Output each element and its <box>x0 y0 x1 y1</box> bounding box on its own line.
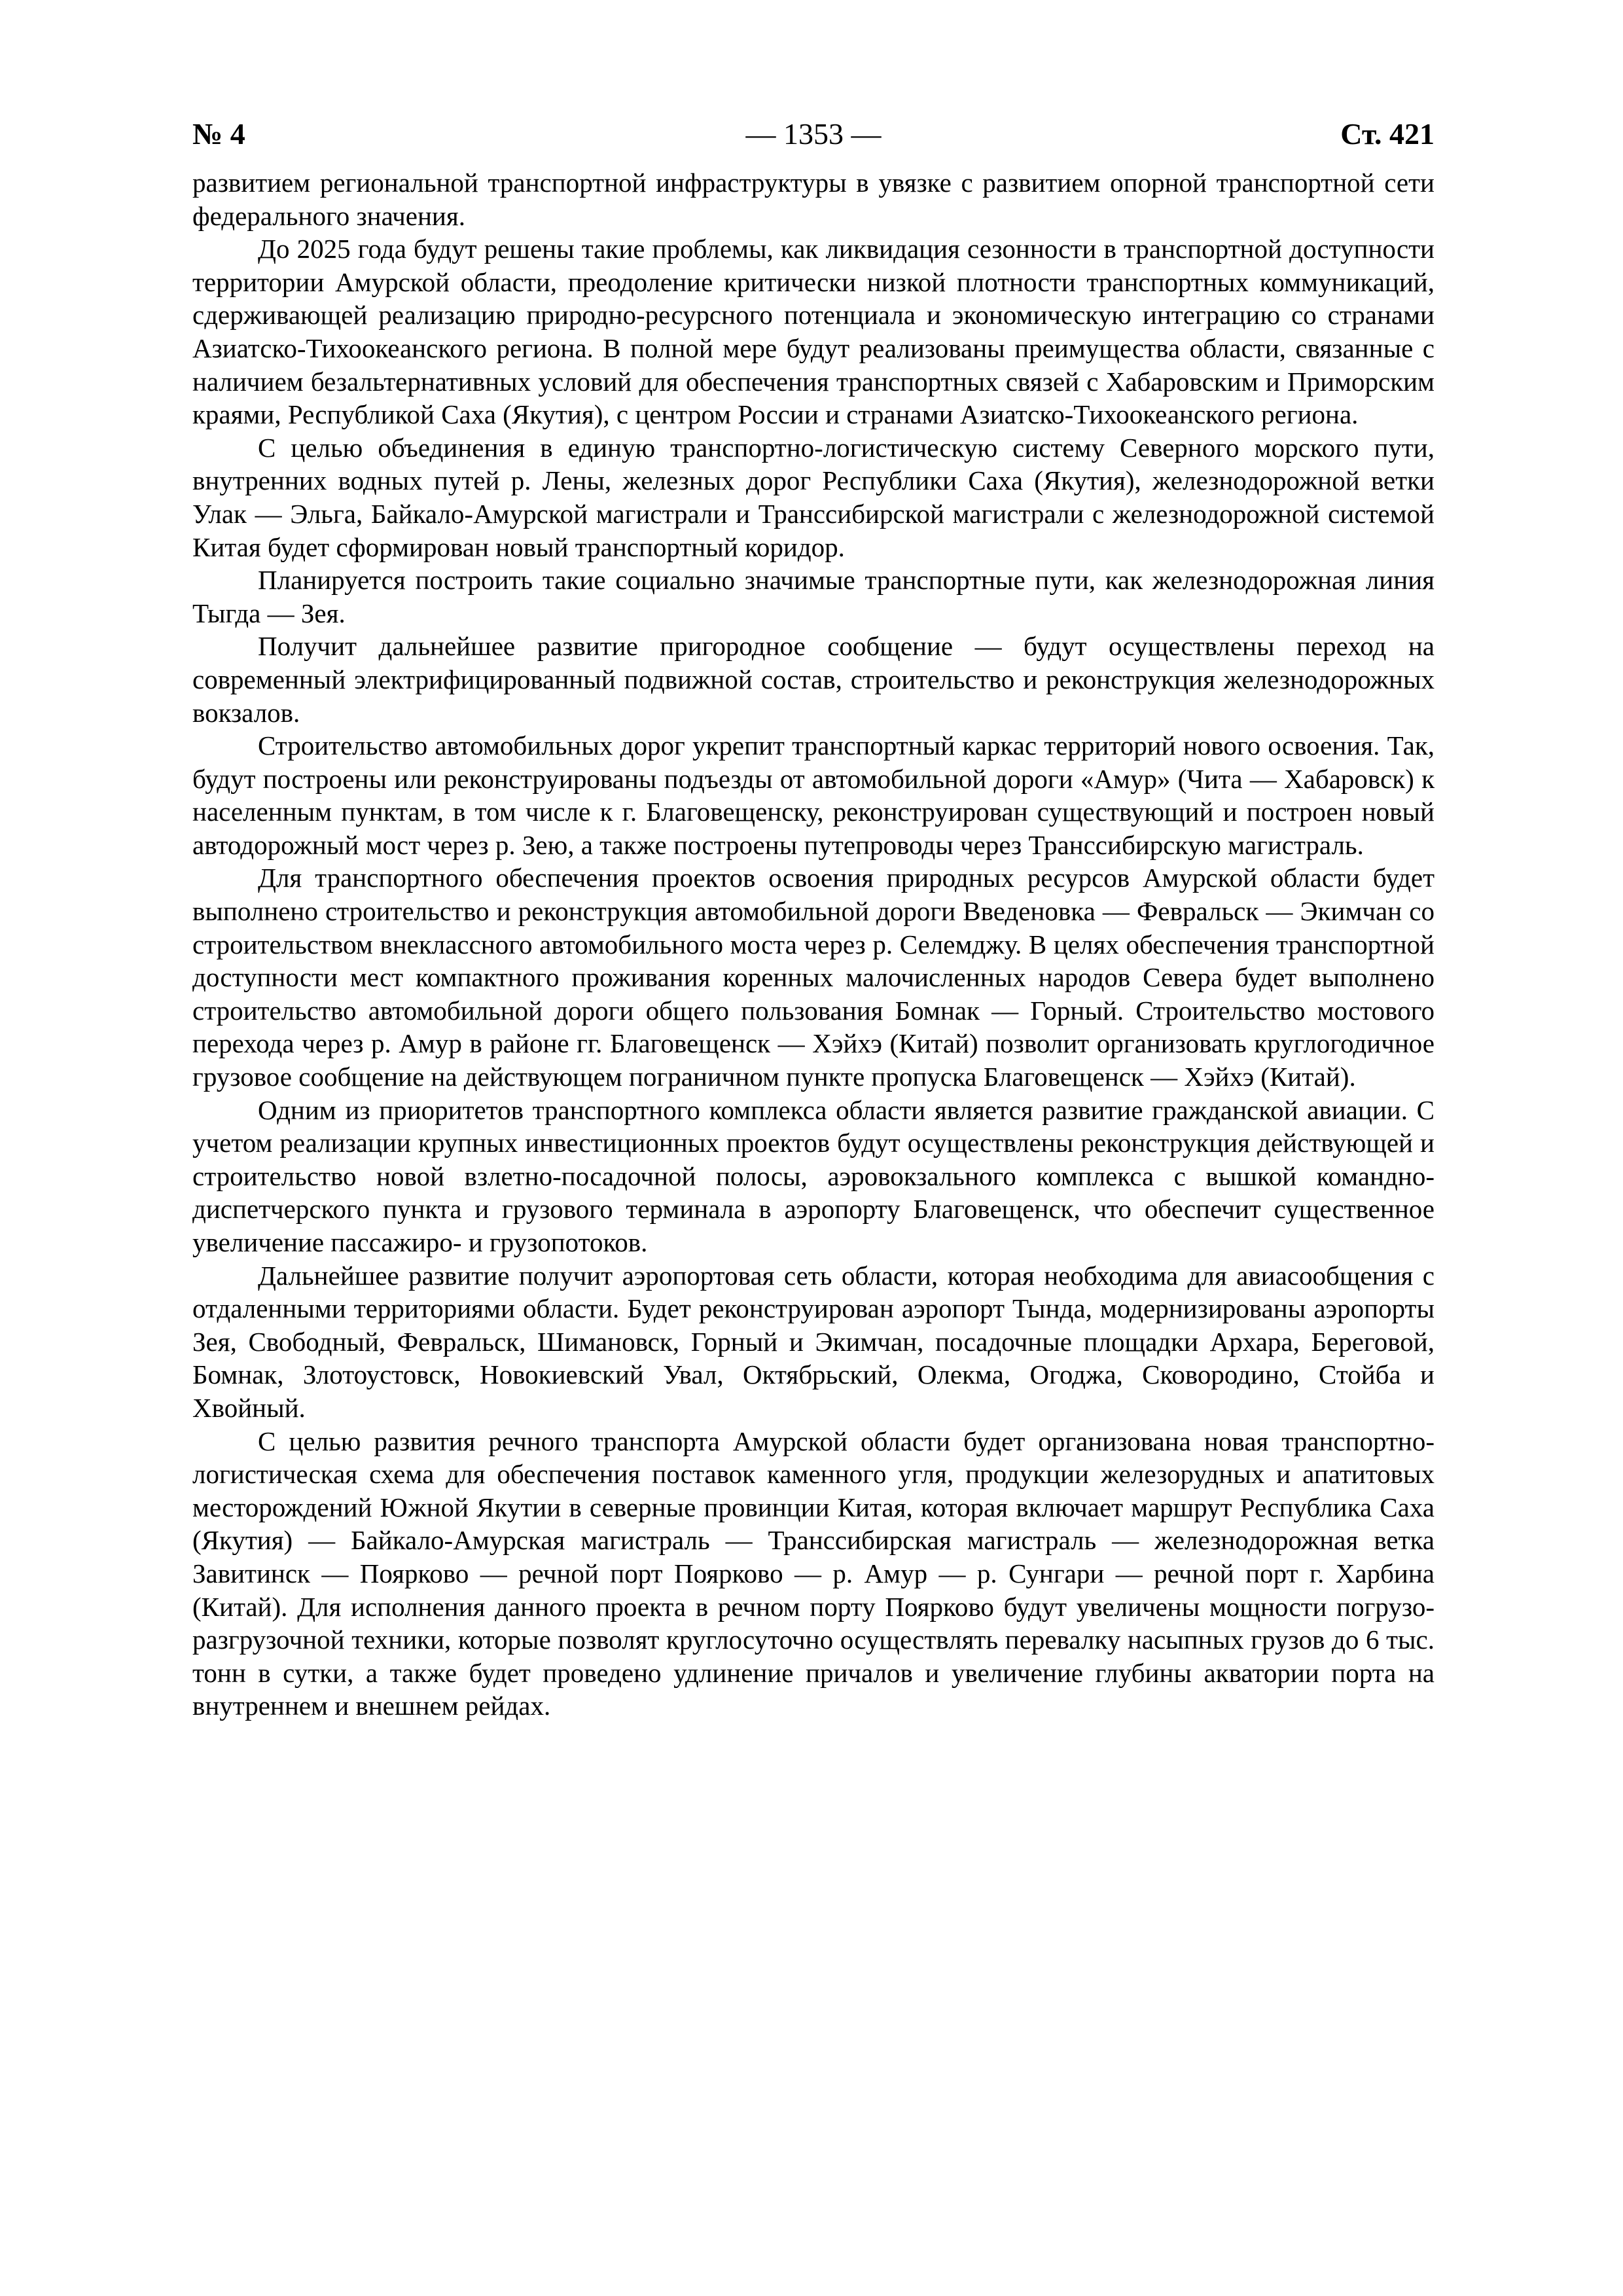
paragraph: С целью развития речного транспорта Амурской области будет организована новая транспортно-логистическая схема для обеспечения поставок каменного угля, продукции железорудных и апатитовых месторождений Южной Якутии в северные провинции Китая, которая включает маршрут Республика Саха (Якутия) — Байкало-Амурская магистраль — Транссибирская магистраль — железнодорожная ветка Завитинск — Поярково — речной порт Поярково — р. Амур — р. Сунгари — речной порт г. Харбина (Китай). Для исполнения данного проекта в речном порту Поярково будут увеличены мощности погрузо-разгрузочной техники, которые позволят круглосуточно осуществлять перевалку насыпных грузов до 6 тыс. тонн в сутки, а также будет проведено удлинение причалов и увеличение глубины акватории порта на внутреннем и внешнем рейдах. <box>192 1426 1435 1721</box>
paragraph: До 2025 года будут решены такие проблемы, как ликвидация сезонности в транспортной доступности территории Амурской области, преодоление критически низкой плотности транспортных коммуникаций, сдерживающей реализацию природно-ресурсного потенциала и экономическую интеграцию со странами Азиатско-Тихоокеанского региона. В полной мере будут реализованы преимущества области, связанные с наличием безальтернативных условий для обеспечения транспортных связей с Хабаровским и Приморским краями, Республикой Саха (Якутия), с центром России и странами Азиатско-Тихоокеанского региона. <box>192 234 1435 430</box>
article-number: Ст. 421 <box>1340 117 1435 151</box>
page-header <box>192 111 1435 157</box>
document-body <box>192 166 1435 1723</box>
document-page <box>192 0 1435 2296</box>
paragraph: развитием региональной транспортной инфраструктуры в увязке с развитием опорной транспортной сети федерального значения. <box>192 168 1435 231</box>
issue-number: № 4 <box>192 117 245 151</box>
paragraph: Строительство автомобильных дорог укрепит транспортный каркас территорий нового освоения. Так, будут построены или реконструированы подъезды от автомобильной дороги «Амур» (Чита — Хабаровск) к населенным пунктам, в том числе к г. Благовещенску, реконструирован существующий и построен новый автодорожный мост через р. Зею, а также построены путепроводы через Транссибирскую магистраль. <box>192 730 1435 860</box>
paragraph: Дальнейшее развитие получит аэропортовая сеть области, которая необходима для авиасообщения с отдаленными территориями области. Будет реконструирован аэропорт Тында, модернизированы аэропорты Зея, Свободный, Февральск, Шимановск, Горный и Экимчан, посадочные площадки Архара, Береговой, Бомнак, Злотоустовск, Новокиевский Увал, Октябрьский, Олекма, Огоджа, Сковородино, Стойба и Хвойный. <box>192 1260 1435 1423</box>
paragraph: Получит дальнейшее развитие пригородное сообщение — будут осуществлены переход на современный электрифицированный подвижной состав, строительство и реконструкция железнодорожных вокзалов. <box>192 631 1435 728</box>
paragraph: Для транспортного обеспечения проектов освоения природных ресурсов Амурской области будет выполнено строительство и реконструкция автомобильной дороги Введеновка — Февральск — Экимчан со строительством внеклассного автомобильного моста через р. Селемджу. В целях обеспечения транспортной доступности мест компактного проживания коренных малочисленных народов Севера будет выполнено строительство автомобильной дороги общего пользования Бомнак — Горный. Строительство мостового перехода через р. Амур в районе гг. Благовещенск — Хэйхэ (Китай) позволит организовать круглогодичное грузовое сообщение на действующем пограничном пункте пропуска Благовещенск — Хэйхэ (Китай). <box>192 863 1435 1092</box>
page-number: — 1353 — <box>745 117 882 151</box>
paragraph: С целью объединения в единую транспортно-логистическую систему Северного морского пути, внутренних водных путей р. Лены, железных дорог Республики Саха (Якутия), железнодорожной ветки Улак — Эльга, Байкало-Амурской магистрали и Транссибирской магистрали с железнодорожной системой Китая будет сформирован новый транспортный коридор. <box>192 432 1435 562</box>
paragraph: Одним из приоритетов транспортного комплекса области является развитие гражданской авиации. С учетом реализации крупных инвестиционных проектов будут осуществлены реконструкция действующей и строительство новой взлетно-посадочной полосы, аэровокзального комплекса с вышкой командно-диспетчерского пункта и грузового терминала в аэропорту Благовещенск, что обеспечит существенное увеличение пассажиро- и грузопотоков. <box>192 1094 1435 1257</box>
paragraph: Планируется построить такие социально значимые транспортные пути, как железнодорожная линия Тыгда — Зея. <box>192 565 1435 628</box>
